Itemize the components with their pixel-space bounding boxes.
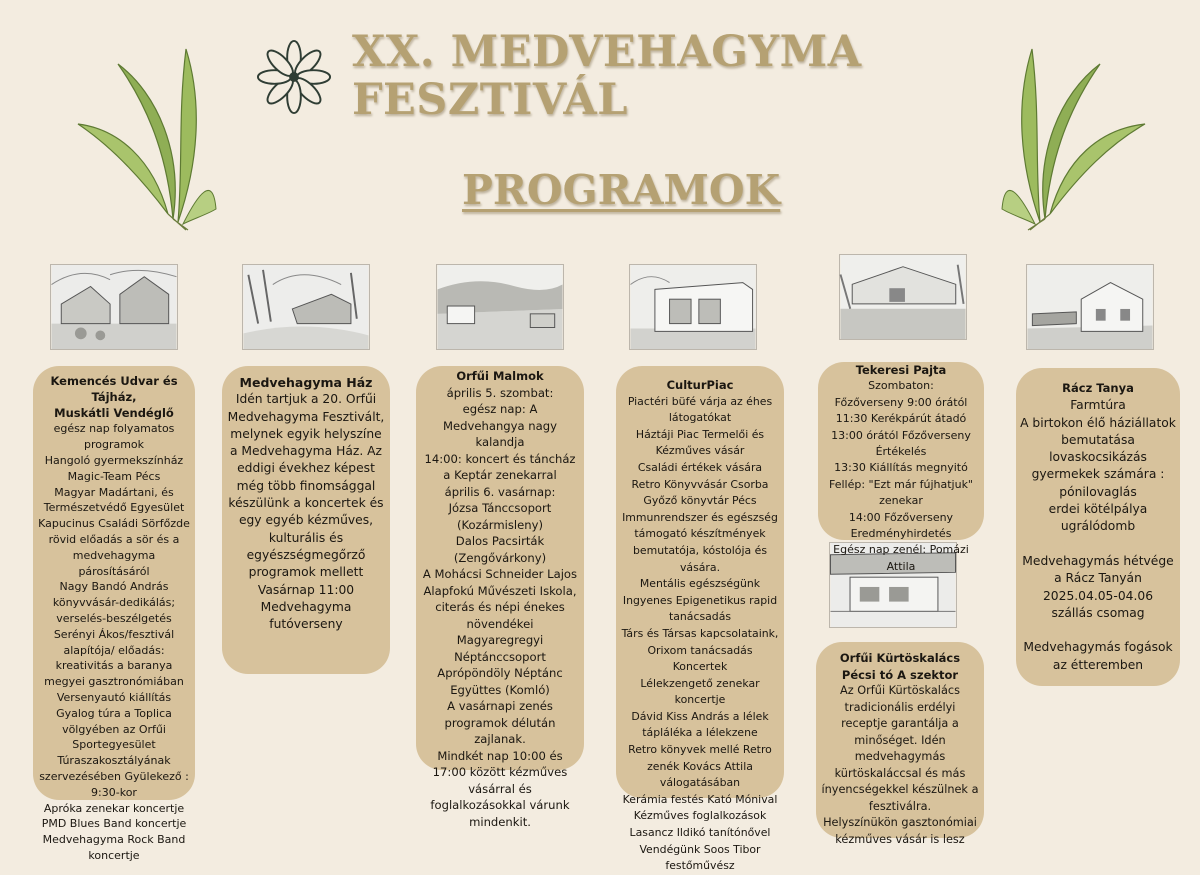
venue-title: Orfűi Malmok [456,369,544,383]
venue-program-text: Piactéri büfé várja az éhes látogatókat Háztáji Piac Termelői és Kézműves vásár Családi értékek vására Retro Könyvvásár Csorba Győző könyvtár Pécs Immunrendszer és egészség támogató készítmények bemutatója, kóstolója és vására. Mentális egészségünk Ingyenes Epigenetikus rapid tanácsadás Társ és Társas kapcsolataink, Orixom tanácsadás Koncertek Lélekzengető zenekar koncertje Dávid Kiss András a lélek tápláléka a lélekzene Retro könyvek mellé Retro zenék Kovács Attila válogatásában Kerámia festés Kató Mónival Kézműves foglalkozások Lasancz Ildikó tanítónővel Vendégünk Soos Tibor festőművész [621,394,779,873]
medvehagyma-house-photo [242,264,370,350]
courtyard-photo [50,264,178,350]
festival-title-line1: XX. MEDVEHAGYMA [352,27,862,77]
mills-photo [436,264,564,350]
programs-heading: PROGRAMOK [462,166,781,214]
venue-program-text: április 5. szombat: egész nap: A Medvehangya nagy kalandja 14:00: koncert és táncház a Keptár zenekarral április 6. vasárnap: Józsa Tánccsoport (Kozármisleny) Dalos Pacsirták (Zengővárkony) A Mohácsi Schneider Lajos Alapfokú Művészeti Iskola, citerás és népi énekes növendékei Magyaregregyi Néptánccsoport Aprópöndöly Néptánc Együttes (Komló) A vasárnapi zenés programok délután zajlanak. Mindkét nap 10:00 és 17:00 között kézműves vásárral és foglalkozásokkal várunk mindenkit. [422,385,578,829]
venue-title: Kemencés Udvar és Tájház, Muskátli Vendéglő [50,374,178,420]
venue-card-culturpiac [616,366,784,873]
wild-garlic-leaves-left-icon [68,44,218,230]
venue-program-text: Farmtúra A birtokon élő háziállatok bemutatása lovaskocsikázás gyermekek számára : pónilovaglás erdei kötélpálya ugrálódomb Medvehagymás hétvége a Rácz Tanyán 2025.04.05-04.06 szállás csomag Medvehagymás fogások az étteremben [1020,398,1176,672]
barn-photo [839,254,967,340]
venue-card-kemences-udvar [33,366,195,862]
racz-farm-photo [1026,264,1154,350]
venue-card-tekeresi-pajta [818,362,984,573]
venue-program-text: Idén tartjuk a 20. Orfűi Medvehagyma Fesztivált, melynek egyik helyszíne a Medvehagyma Ház. Az eddigi évekhez képest még több finomsággal készülünk a koncertek és egy egyéb kézműves, kulturális és egyészségmegőrző programok mellett Vasárnap 11:00 Medvehagyma futóverseny [227,392,385,632]
culturpiac-photo [629,264,757,350]
flower-emblem-icon [255,38,333,116]
venue-title: Rácz Tanya [1062,381,1134,395]
venue-program-text: egész nap folyamatos programok Hangoló gyermekszínház Magic-Team Pécs Magyar Madártani, és Természetvédő Egyesület Kapucinus Családi Sörfőzde rövid előadás a sör és a medvehagyma párosításáról Nagy Bandó András könyvvásár-dedikálás; verselés-beszélgetés Serényi Ákos/fesztivál alapítója/ előadás: kreativitás a baranya megyei gasztronómiában Versenyautó kiállítás Gyalog túra a Toplica völgyében az Orfűi Sportegyesület Túraszakosztályának szervezésében Gyülekező : 9:30-kor Apróka zenekar koncertje PMD Blues Band koncertje Medvehagyma Rock Band koncertje [38,422,190,862]
venue-program-text: Az Orfűi Kürtöskalács tradicionális erdélyi receptje garantálja a minőséget. Idén medvehagymás kürtöskaláccsal és más ínyencségekkel készülnek a fesztiválra. Helyszínükön gasztonómiai kézműves vásár is lesz [821,684,979,846]
festival-title-line2: FESZTIVÁL [352,75,628,125]
festival-title [352,28,862,124]
venue-title: Orfűi Kürtöskalács Pécsi tó A szektor [839,651,961,682]
venue-card-kurtoskalacs [816,642,984,846]
wild-garlic-leaves-right-icon [1000,44,1150,230]
venue-title: Tekeresi Pajta [855,363,947,377]
venue-card-racz-tanya [1016,368,1180,686]
venue-card-orfui-malmok [416,366,584,829]
venue-program-text: Szombaton: Főzőverseny 9:00 órától 11:30 Kerékpárút átadó 13:00 órától Főzőverseny Értékelés 13:30 Kiállítás megnyitó Fellép: "Ezt már fújhatjuk" zenekar 14:00 Főzőverseny Eredményhirdetés Egész nap zenél: Pomázi Attila [828,379,973,573]
venue-title: CulturPiac [666,378,734,392]
venue-title: Medvehagyma Ház [239,375,373,390]
venue-card-medvehagyma-haz [222,366,390,674]
